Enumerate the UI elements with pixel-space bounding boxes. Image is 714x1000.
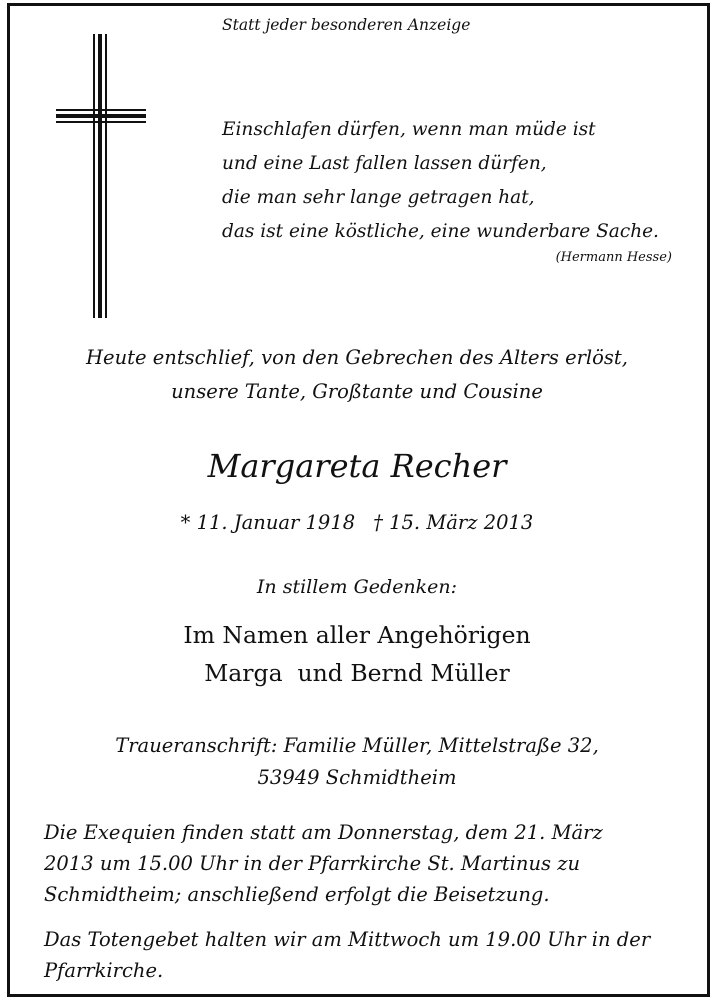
poem-author: (Hermann Hesse)	[555, 250, 672, 265]
prayer-info	[44, 924, 650, 986]
funeral-line: Die Exequien finden statt am Donnerstag, dem 21. März	[44, 821, 603, 844]
poem-line: die man sehr lange getragen hat,	[222, 187, 535, 208]
funeral-info	[44, 817, 603, 910]
header-line: Statt jeder besonderen Anzeige	[222, 16, 471, 34]
funeral-line: 2013 um 15.00 Uhr in der Pfarrkirche St. Martinus zu	[44, 852, 581, 875]
family-line: Im Namen aller Angehörigen	[183, 621, 531, 649]
birth-date: * 11. Januar 1918	[180, 511, 356, 534]
intro-line: unsere Tante, Großtante und Cousine	[171, 380, 543, 403]
prayer-line: Pfarrkirche.	[44, 959, 164, 982]
poem-quote	[222, 113, 659, 249]
poem-line: das ist eine köstliche, eine wunderbare Sache.	[222, 221, 659, 242]
cross-icon	[56, 34, 146, 318]
poem-line: und eine Last fallen lassen dürfen,	[222, 153, 547, 174]
deceased-name: Margareta Recher	[207, 447, 507, 485]
family-signature	[0, 616, 714, 692]
family-line: Marga und Bernd Müller	[204, 659, 510, 687]
funeral-line: Schmidtheim; anschließend erfolgt die Beisetzung.	[44, 883, 550, 906]
death-date: † 15. März 2013	[373, 511, 534, 534]
mourning-address	[0, 730, 714, 794]
poem-line: Einschlafen dürfen, wenn man müde ist	[222, 119, 596, 140]
intro-text	[0, 341, 714, 409]
prayer-line: Das Totengebet halten wir am Mittwoch um 19.00 Uhr in der	[44, 928, 651, 951]
intro-line: Heute entschlief, von den Gebrechen des Alters erlöst,	[86, 346, 628, 369]
life-dates	[0, 511, 714, 534]
address-line: Traueranschrift: Familie Müller, Mittelstraße 32,	[115, 734, 599, 757]
memory-line: In stillem Gedenken:	[256, 576, 458, 598]
address-line: 53949 Schmidtheim	[257, 766, 457, 789]
